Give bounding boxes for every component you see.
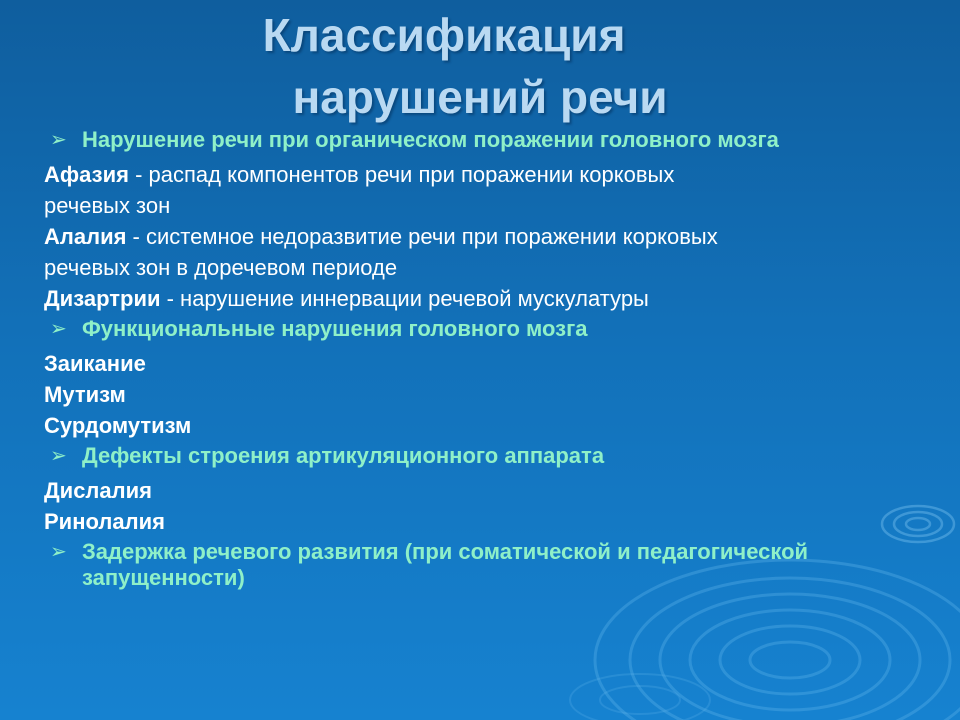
section-heading-text: Задержка речевого развития (при соматической и педагогической запущенности) <box>82 539 809 590</box>
list-item: Дислалия <box>44 478 152 503</box>
section-heading-delay <box>44 539 924 591</box>
list-item: Заикание <box>44 351 146 376</box>
list-item: Мутизм <box>44 382 126 407</box>
title-line-2: нарушений речи <box>292 71 668 123</box>
chevron-right-icon: ➢ <box>50 129 67 151</box>
term-description: - распад компонентов речи при поражении корковых <box>128 162 675 187</box>
chevron-right-icon: ➢ <box>50 541 67 563</box>
term: Дизартрии <box>44 286 161 311</box>
list-item <box>44 221 924 252</box>
chevron-right-icon: ➢ <box>50 318 67 340</box>
section-heading-text: Функциональные нарушения головного мозга <box>82 316 588 341</box>
slide-title <box>0 4 960 128</box>
list-item <box>44 283 924 314</box>
list-item-continuation: речевых зон в доречевом периоде <box>44 255 398 280</box>
section-heading-text: Нарушение речи при органическом поражении головного мозга <box>82 127 779 152</box>
list-item: Сурдомутизм <box>44 413 192 438</box>
section-heading-structural <box>44 443 924 469</box>
chevron-right-icon: ➢ <box>50 445 67 467</box>
list-item <box>44 159 924 190</box>
term-description: - нарушение иннервации речевой мускулатуры <box>160 286 649 311</box>
list-item-continuation: речевых зон <box>44 193 171 218</box>
section-heading-functional <box>44 316 924 342</box>
section-heading-organic <box>44 127 924 153</box>
term: Алалия <box>44 224 127 249</box>
title-line-1: Классификация <box>262 9 626 61</box>
slide-content <box>44 127 924 597</box>
term: Афазия <box>44 162 129 187</box>
term-description: - системное недоразвитие речи при поражении корковых <box>126 224 718 249</box>
list-item: Ринолалия <box>44 509 165 534</box>
section-heading-text: Дефекты строения артикуляционного аппарата <box>82 443 605 468</box>
